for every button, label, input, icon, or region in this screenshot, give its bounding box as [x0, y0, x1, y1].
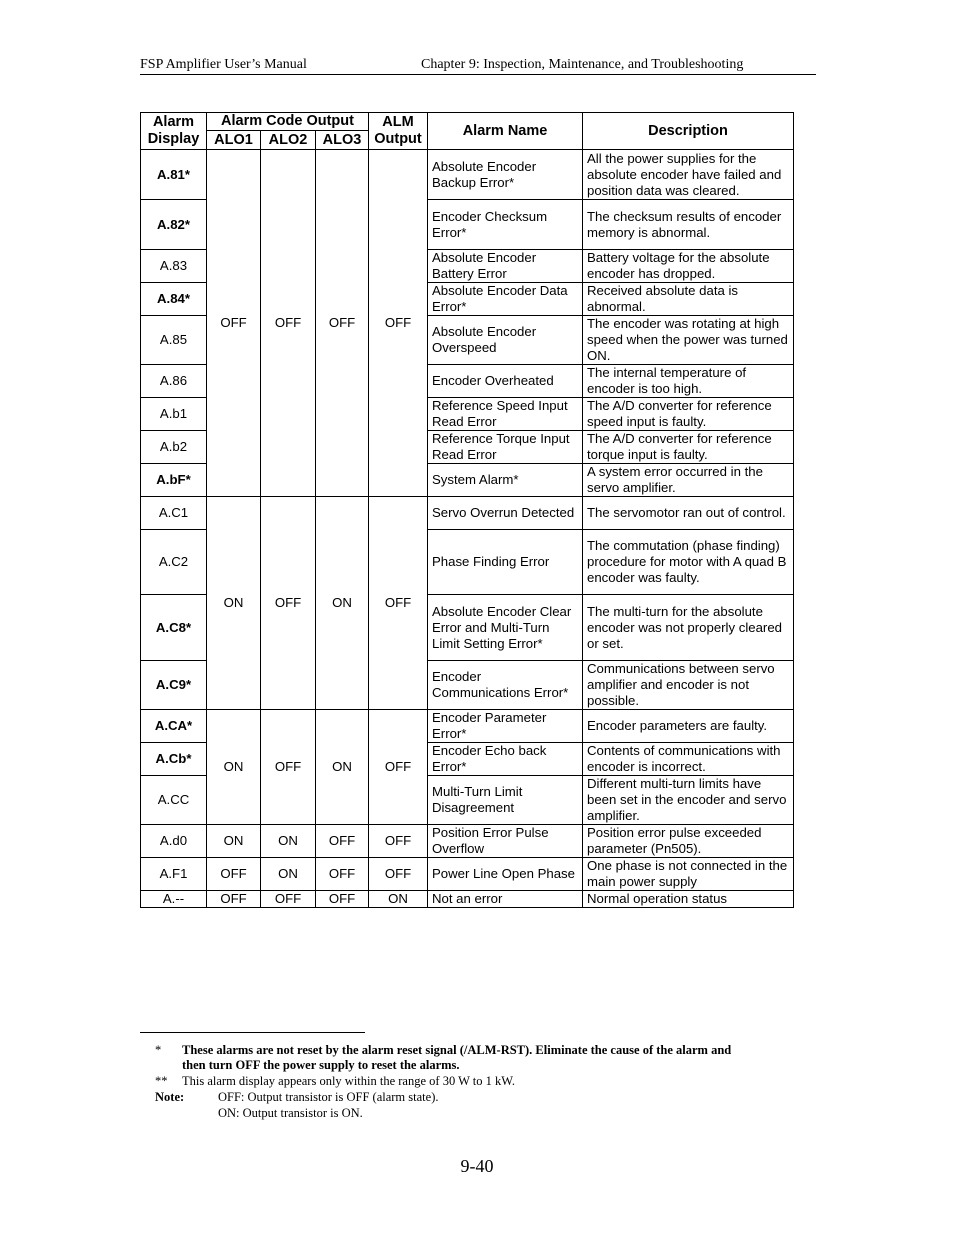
- description-cell: Normal operation status: [583, 891, 794, 908]
- alo2-cell: OFF: [261, 710, 316, 825]
- footnote-star-mark: *: [155, 1043, 162, 1057]
- table-row: [141, 150, 794, 200]
- description-cell: The encoder was rotating at high speed when the power was turned ON.: [583, 316, 794, 365]
- alarm-display-cell: A.d0: [141, 825, 207, 858]
- alo3-cell: ON: [316, 497, 369, 710]
- alo2-cell: OFF: [261, 497, 316, 710]
- alarm-name-cell: Reference Speed Input Read Error: [428, 398, 583, 431]
- description-cell: The commutation (phase finding) procedure for motor with A quad B encoder was faulty.: [583, 530, 794, 595]
- alarm-display-cell: A.C1: [141, 497, 207, 530]
- alo2-cell: ON: [261, 858, 316, 891]
- alarm-display-cell: A.81*: [141, 150, 207, 200]
- note-label: Note:: [155, 1090, 185, 1104]
- alarm-display-cell: A.F1: [141, 858, 207, 891]
- footnote-dstar-text: This alarm display appears only within the range of 30 W to 1 kW.: [182, 1074, 516, 1088]
- description-cell: All the power supplies for the absolute encoder have failed and position data was cleared.: [583, 150, 794, 200]
- alarm-name-cell: Encoder Echo back Error*: [428, 743, 583, 776]
- alarm-name-cell: Absolute Encoder Overspeed: [428, 316, 583, 365]
- alarm-display-cell: A.C8*: [141, 595, 207, 661]
- description-cell: The servomotor ran out of control.: [583, 497, 794, 530]
- alarm-name-cell: Absolute Encoder Data Error*: [428, 283, 583, 316]
- description-cell: Received absolute data is abnormal.: [583, 283, 794, 316]
- header-alm-output: ALM Output: [369, 113, 428, 150]
- description-cell: The internal temperature of encoder is too high.: [583, 365, 794, 398]
- description-cell: Position error pulse exceeded parameter (Pn505).: [583, 825, 794, 858]
- alarm-name-cell: Encoder Parameter Error*: [428, 710, 583, 743]
- alarm-name-cell: Not an error: [428, 891, 583, 908]
- alarm-name-cell: Phase Finding Error: [428, 530, 583, 595]
- note-on-text: ON: Output transistor is ON.: [218, 1106, 363, 1120]
- alarm-display-cell: A.bF*: [141, 464, 207, 497]
- alm-output-cell: OFF: [369, 497, 428, 710]
- description-cell: A system error occurred in the servo amplifier.: [583, 464, 794, 497]
- alo2-cell: OFF: [261, 150, 316, 497]
- description-cell: Contents of communications with encoder is incorrect.: [583, 743, 794, 776]
- page-header: [140, 56, 816, 75]
- header-description: Description: [583, 113, 794, 150]
- alarm-name-cell: Power Line Open Phase: [428, 858, 583, 891]
- description-cell: Different multi-turn limits have been set in the encoder and servo amplifier.: [583, 776, 794, 825]
- description-cell: Battery voltage for the absolute encoder has dropped.: [583, 250, 794, 283]
- chapter-title: Chapter 9: Inspection, Maintenance, and Troubleshooting: [421, 57, 744, 72]
- alarm-display-cell: A.Cb*: [141, 743, 207, 776]
- alm-output-cell: OFF: [369, 858, 428, 891]
- alm-output-cell: ON: [369, 891, 428, 908]
- page-number: 9-40: [460, 1156, 494, 1176]
- alarm-name-cell: Reference Torque Input Read Error: [428, 431, 583, 464]
- header-alarm-code-output: Alarm Code Output: [207, 113, 369, 131]
- alo3-cell: ON: [316, 710, 369, 825]
- alarm-name-cell: Servo Overrun Detected: [428, 497, 583, 530]
- alo1-cell: ON: [207, 710, 261, 825]
- alm-output-cell: OFF: [369, 150, 428, 497]
- description-cell: The A/D converter for reference torque input is faulty.: [583, 431, 794, 464]
- alo2-cell: ON: [261, 825, 316, 858]
- description-cell: One phase is not connected in the main power supply: [583, 858, 794, 891]
- alarm-display-cell: A.C9*: [141, 661, 207, 710]
- alo3-cell: OFF: [316, 150, 369, 497]
- alarm-name-cell: Encoder Overheated: [428, 365, 583, 398]
- footnote-dstar-mark: **: [155, 1074, 168, 1088]
- alarm-name-cell: Multi-Turn Limit Disagreement: [428, 776, 583, 825]
- alarm-display-cell: A.CC: [141, 776, 207, 825]
- header-alo1: ALO1: [207, 131, 261, 150]
- alo3-cell: OFF: [316, 891, 369, 908]
- table-row: [141, 891, 794, 908]
- alo3-cell: OFF: [316, 858, 369, 891]
- alarm-table: [140, 112, 794, 908]
- table-row: [141, 858, 794, 891]
- alo1-cell: OFF: [207, 150, 261, 497]
- alarm-name-cell: System Alarm*: [428, 464, 583, 497]
- description-cell: The A/D converter for reference speed input is faulty.: [583, 398, 794, 431]
- alarm-name-cell: Encoder Checksum Error*: [428, 200, 583, 250]
- alarm-display-cell: A.C2: [141, 530, 207, 595]
- table-row: [141, 825, 794, 858]
- header-alo3: ALO3: [316, 131, 369, 150]
- description-cell: Encoder parameters are faulty.: [583, 710, 794, 743]
- alo1-cell: ON: [207, 825, 261, 858]
- alo1-cell: ON: [207, 497, 261, 710]
- alarm-name-cell: Absolute Encoder Battery Error: [428, 250, 583, 283]
- table-row: [141, 710, 794, 743]
- alo1-cell: OFF: [207, 858, 261, 891]
- header-alarm-name: Alarm Name: [428, 113, 583, 150]
- description-cell: Communications between servo amplifier and encoder is not possible.: [583, 661, 794, 710]
- header-alo2: ALO2: [261, 131, 316, 150]
- alarm-name-cell: Encoder Communications Error*: [428, 661, 583, 710]
- header-alarm-display: Alarm Display: [141, 113, 207, 150]
- alarm-name-cell: Absolute Encoder Backup Error*: [428, 150, 583, 200]
- alarm-display-cell: A.83: [141, 250, 207, 283]
- description-cell: The multi-turn for the absolute encoder was not properly cleared or set.: [583, 595, 794, 661]
- alarm-name-cell: Absolute Encoder Clear Error and Multi-Turn Limit Setting Error*: [428, 595, 583, 661]
- alarm-display-cell: A.--: [141, 891, 207, 908]
- table-row: [141, 497, 794, 530]
- manual-title: FSP Amplifier User’s Manual: [140, 57, 307, 72]
- alm-output-cell: OFF: [369, 825, 428, 858]
- alarm-display-cell: A.82*: [141, 200, 207, 250]
- alo1-cell: OFF: [207, 891, 261, 908]
- alarm-display-cell: A.84*: [141, 283, 207, 316]
- footnote-star-line2: then turn OFF the power supply to reset the alarms.: [182, 1058, 460, 1072]
- alarm-display-cell: A.b1: [141, 398, 207, 431]
- alarm-display-cell: A.b2: [141, 431, 207, 464]
- alarm-display-cell: A.86: [141, 365, 207, 398]
- note-off-text: OFF: Output transistor is OFF (alarm state).: [218, 1090, 439, 1104]
- alm-output-cell: OFF: [369, 710, 428, 825]
- alarm-name-cell: Position Error Pulse Overflow: [428, 825, 583, 858]
- alarm-display-cell: A.85: [141, 316, 207, 365]
- alo2-cell: OFF: [261, 891, 316, 908]
- alarm-display-cell: A.CA*: [141, 710, 207, 743]
- alo3-cell: OFF: [316, 825, 369, 858]
- footnote-star-line1: These alarms are not reset by the alarm reset signal (/ALM-RST). Eliminate the cause of the alarm and: [182, 1043, 732, 1057]
- footnote-divider: [140, 1032, 365, 1033]
- description-cell: The checksum results of encoder memory is abnormal.: [583, 200, 794, 250]
